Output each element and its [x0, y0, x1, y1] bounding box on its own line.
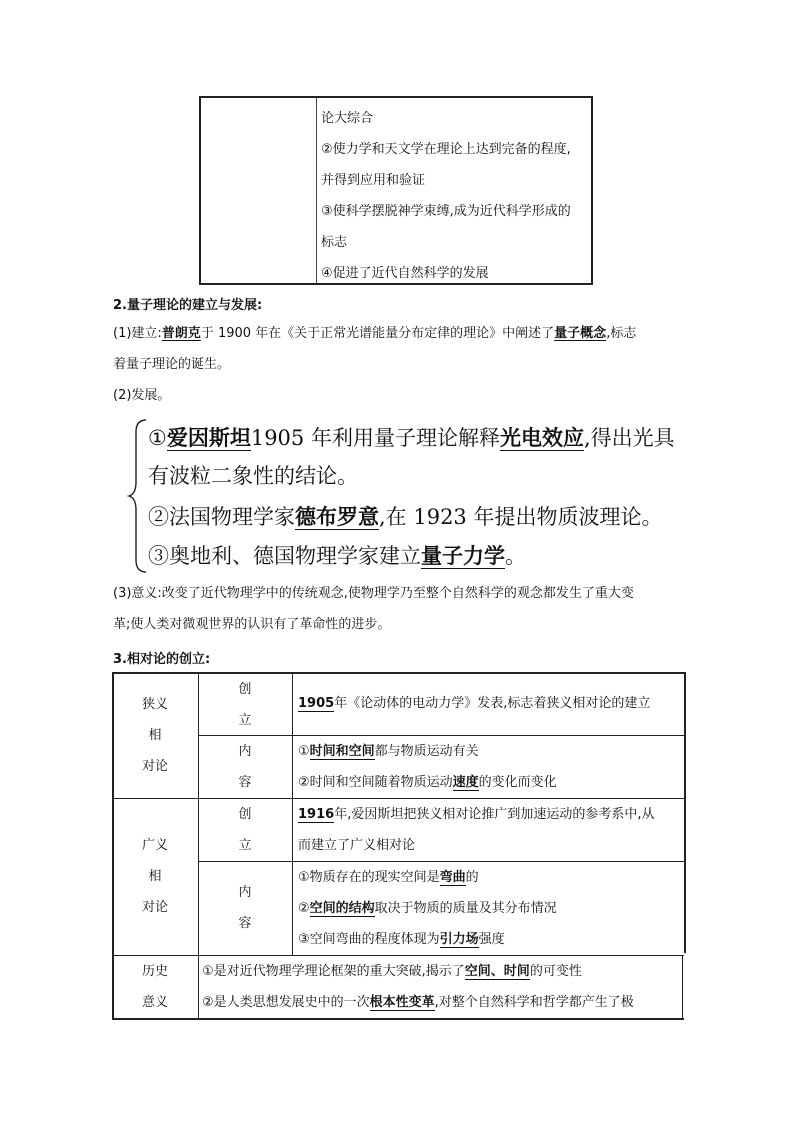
text: 的 [465, 870, 479, 885]
special-content-1 [298, 736, 479, 767]
keyword-planck: 普朗克 [161, 326, 201, 341]
keyword-space-structure: 空间的结构 [309, 901, 375, 916]
keyword-1916: 1916 [298, 807, 335, 822]
table-line: 并得到应用和验证 [321, 173, 426, 188]
keyword-speed: 速度 [452, 775, 479, 790]
text: 于 1900 年在《关于正常光谱能量分布定律的理论》中阐述了 [200, 326, 555, 341]
keyword-fundamental-change: 根本性变革 [369, 995, 435, 1010]
text: 强度 [478, 932, 505, 947]
text: ① [298, 744, 310, 759]
text: (1)建立: [113, 326, 162, 341]
general-content-1 [298, 862, 479, 893]
keyword-gravity-field: 引力场 [439, 932, 479, 947]
section-heading-quantum: 2.量子理论的建立与发展: [113, 298, 263, 313]
label-line: 创 [238, 682, 252, 697]
paragraph-significance: (3)意义:改变了近代物理学中的传统观念,使物理学乃至整个自然科学的观念都发生了重大变 [113, 586, 634, 601]
keyword-time-space: 时间和空间 [309, 744, 375, 759]
label-line: 创 [238, 807, 252, 822]
sublabel-found [198, 674, 292, 736]
text: ②是人类思想发展史中的一次 [202, 995, 370, 1010]
text: ③奥地利、德国物理学家建立 [148, 544, 421, 568]
label-line: 意义 [141, 995, 168, 1010]
table-border [112, 1018, 684, 1020]
label-line: 立 [238, 838, 252, 853]
keyword-space-time: 空间、时间 [464, 964, 530, 979]
label-line: 对论 [141, 900, 168, 915]
row-label-special [112, 689, 198, 782]
row-label-general [112, 830, 198, 923]
text: ,在 1923 年提出物质波理论。 [379, 505, 663, 529]
keyword-quantum-mechanics: 量子力学 [421, 543, 505, 568]
general-found-text-cont: 而建立了广义相对论 [298, 838, 416, 853]
keyword-einstein: 爱因斯坦 [166, 425, 251, 450]
general-found-text [298, 799, 654, 830]
keyword-photoelectric: 光电效应 [499, 425, 584, 450]
paragraph-significance-cont: 革;使人类对微观世界的认识有了革命性的进步。 [113, 617, 391, 632]
text: ,标志 [606, 326, 637, 341]
table-divider [316, 98, 317, 283]
section-heading-relativity: 3.相对论的创立: [113, 652, 211, 667]
general-content-2 [298, 893, 557, 924]
table-border [198, 955, 199, 1018]
row-label-history [112, 956, 198, 1018]
brace-line-4 [148, 536, 526, 576]
label-line: 广义 [141, 838, 168, 853]
label-line: 立 [238, 713, 252, 728]
brace-line-3 [148, 497, 662, 537]
sublabel-content [198, 877, 292, 939]
text: ②时间和空间随着物质运动 [298, 775, 453, 790]
sublabel-content [198, 736, 292, 798]
label-line: 历史 [141, 964, 168, 979]
text: 1905 年利用量子理论解释 [250, 426, 500, 450]
text: 都与物质运动有关 [374, 744, 479, 759]
history-line-1 [202, 956, 582, 987]
label-line: 内 [238, 885, 252, 900]
text: 的变化而变化 [478, 775, 557, 790]
text: ① [148, 426, 167, 450]
keyword-1905: 1905 [298, 696, 335, 711]
table-line: 标志 [321, 235, 348, 250]
table-cell-content [321, 103, 587, 289]
table-border [684, 672, 686, 953]
paragraph-establish-cont: 着量子理论的诞生。 [113, 357, 231, 372]
label-line: 容 [238, 775, 252, 790]
text: ,对整个自然科学和哲学都产生了极 [434, 995, 634, 1010]
paragraph-establish [113, 318, 713, 349]
text: ①是对近代物理学理论框架的重大突破,揭示了 [202, 964, 465, 979]
table-line: ②使力学和天文学在理论上达到完备的程度, [321, 142, 571, 157]
label-line: 对论 [141, 759, 168, 774]
table-line: ④促进了近代自然科学的发展 [321, 266, 489, 281]
label-line: 容 [238, 916, 252, 931]
keyword-quantum-concept: 量子概念 [554, 326, 607, 341]
text: 年《论动体的电动力学》发表,标志着狭义相对论的建立 [334, 696, 651, 711]
text: 的可变性 [529, 964, 582, 979]
text: 取决于物质的质量及其分布情况 [374, 901, 557, 916]
history-line-2 [202, 987, 634, 1018]
top-table [199, 96, 593, 285]
text: ③空间弯曲的程度体现为 [298, 932, 440, 947]
keyword-de-broglie: 德布罗意 [295, 504, 379, 529]
special-content-2 [298, 767, 557, 798]
label-line: 内 [238, 744, 252, 759]
table-line: 论大综合 [321, 111, 374, 126]
text: ② [298, 901, 310, 916]
special-found-text [298, 688, 650, 719]
brace-line-2: 有波粒二象性的结论。 [148, 464, 358, 488]
label-line: 狭义 [141, 697, 168, 712]
text: 。 [505, 544, 526, 568]
text: 年,爱因斯坦把狭义相对论推广到加速运动的参考系中,从 [334, 807, 655, 822]
table-line: ③使科学摆脱神学束缚,成为近代科学形成的 [321, 204, 571, 219]
paragraph-develop: (2)发展。 [113, 388, 171, 403]
table-border [292, 672, 293, 955]
keyword-curved: 弯曲 [439, 870, 466, 885]
text: ①物质存在的现实空间是 [298, 870, 440, 885]
relativity-table [112, 672, 686, 1020]
brace-line-1 [148, 418, 675, 458]
sublabel-found [198, 799, 292, 861]
general-content-3 [298, 924, 505, 955]
text: ,得出光具 [583, 426, 675, 450]
label-line: 相 [148, 728, 162, 743]
label-line: 相 [148, 869, 162, 884]
brace-icon [126, 416, 150, 576]
table-border [682, 955, 683, 1018]
text: ②法国物理学家 [148, 505, 295, 529]
